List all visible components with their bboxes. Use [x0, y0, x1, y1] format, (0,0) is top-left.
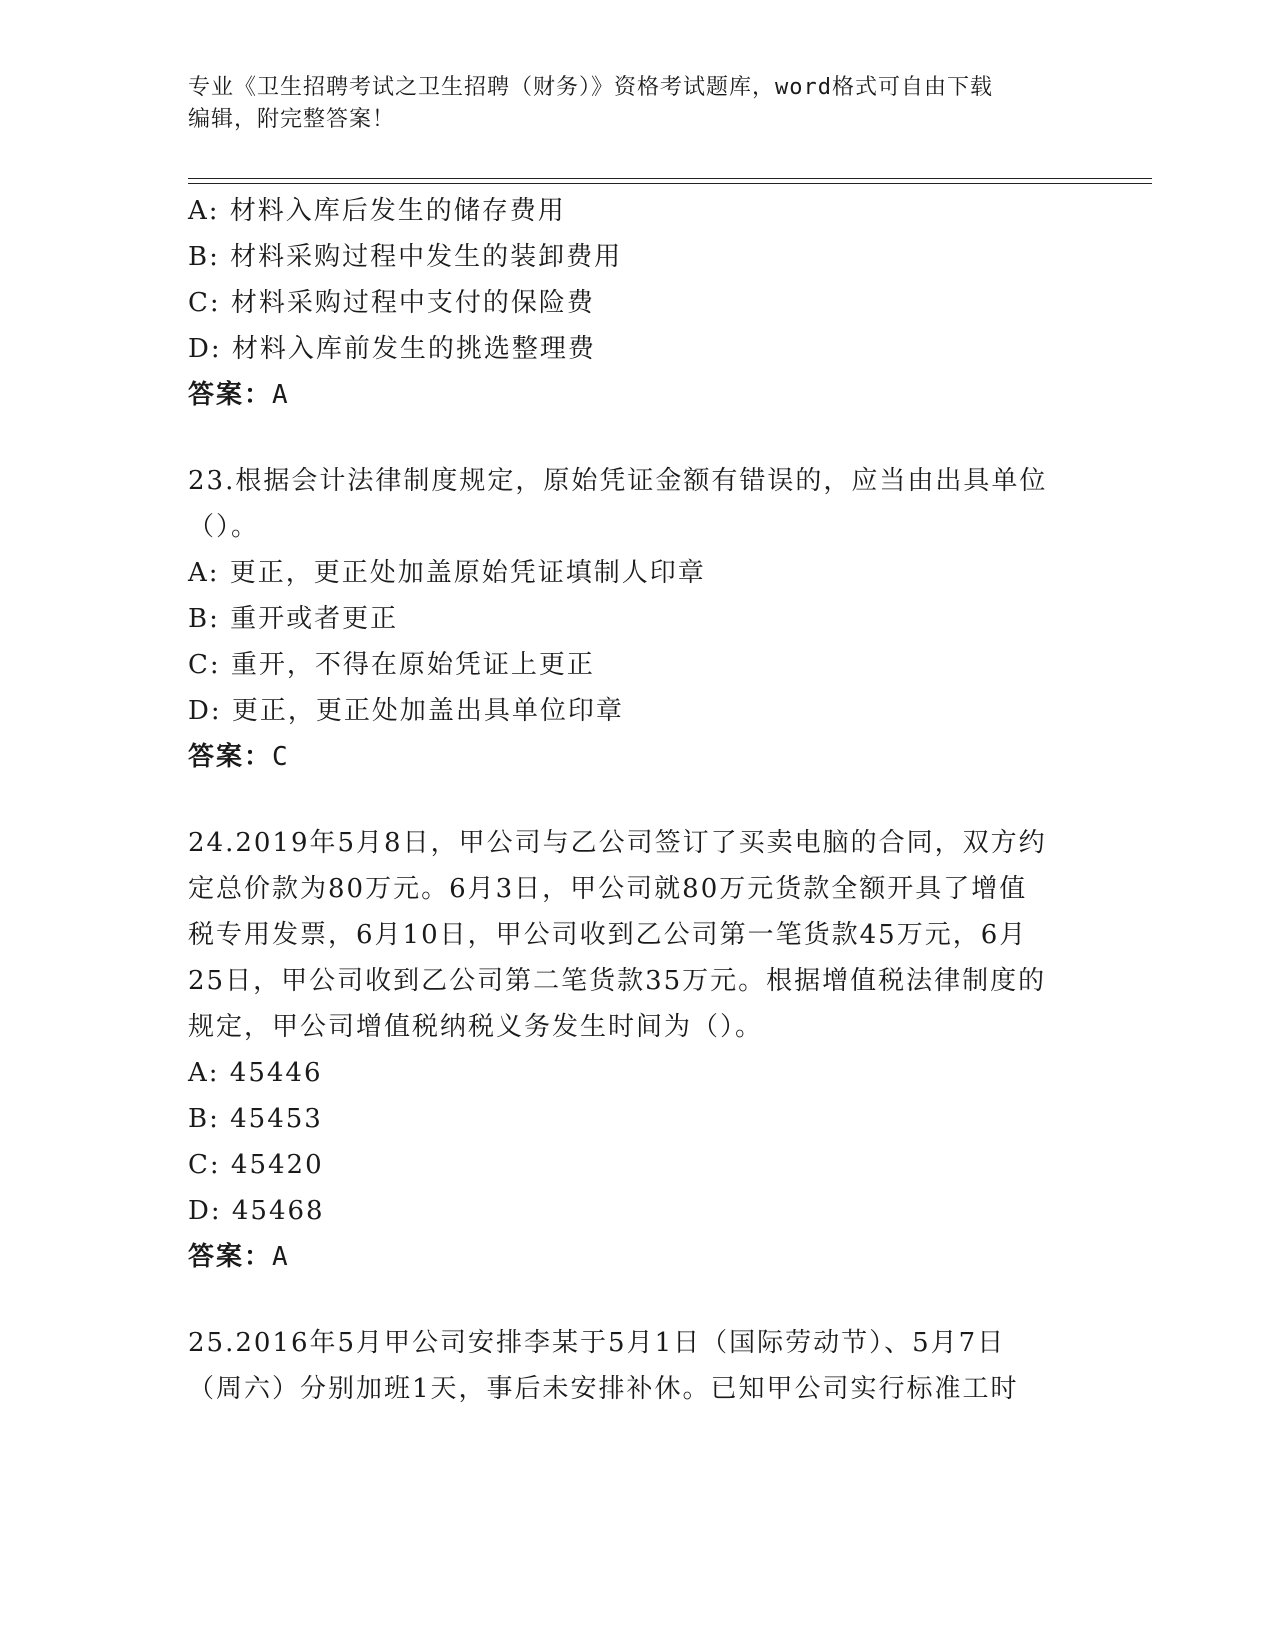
document-header: [188, 72, 1068, 136]
question-23: [188, 458, 1088, 780]
answer: [188, 372, 1088, 418]
option-c: C: 材料采购过程中支付的保险费: [188, 288, 595, 318]
answer: [188, 734, 1088, 780]
question-text-line: 24.2019年5月8日，甲公司与乙公司签订了买卖电脑的合同，双方约: [188, 828, 1047, 858]
answer-label: 答案：: [188, 742, 273, 772]
question-text-line: （）。: [188, 512, 260, 542]
header-divider-bottom: [188, 183, 1152, 184]
question-22: [188, 188, 1088, 418]
option-b: B: 材料采购过程中发生的装卸费用: [188, 242, 623, 272]
question-text-line: 规定，甲公司增值税纳税义务发生时间为（）。: [188, 1012, 764, 1042]
question-text-line: （周六）分别加班1天，事后未安排补休。已知甲公司实行标准工时: [188, 1374, 1019, 1404]
header-line-2: 编辑，附完整答案！: [188, 107, 396, 132]
question-text-line: 定总价款为80万元。6月3日，甲公司就80万元货款全额开具了增值: [188, 874, 1028, 904]
question-24: [188, 820, 1088, 1280]
question-list: [188, 188, 1088, 1412]
option-a: A: 45446: [188, 1058, 323, 1088]
answer: [188, 1234, 1088, 1280]
answer-value: A: [272, 380, 290, 410]
option-d: D: 45468: [188, 1196, 325, 1226]
answer-label: 答案：: [188, 380, 273, 410]
question-text-line: 税专用发票，6月10日，甲公司收到乙公司第一笔货款45万元，6月: [188, 920, 1028, 950]
answer-label: 答案：: [188, 1242, 273, 1272]
question-25: [188, 1320, 1088, 1412]
answer-value: A: [272, 1242, 290, 1272]
question-text-line: 25.2016年5月甲公司安排李某于5月1日（国际劳动节）、5月7日: [188, 1328, 1006, 1358]
option-a: A: 更正，更正处加盖原始凭证填制人印章: [188, 558, 706, 588]
option-b: B: 重开或者更正: [188, 604, 399, 634]
question-text-line: 25日，甲公司收到乙公司第二笔货款35万元。根据增值税法律制度的: [188, 966, 1047, 996]
option-a: A: 材料入库后发生的储存费用: [188, 196, 566, 226]
option-d: D: 材料入库前发生的挑选整理费: [188, 334, 596, 364]
option-d: D: 更正，更正处加盖出具单位印章: [188, 696, 624, 726]
header-divider-top: [188, 178, 1152, 179]
question-text-line: 23.根据会计法律制度规定，原始凭证金额有错误的，应当由出具单位: [188, 466, 1048, 496]
option-b: B: 45453: [188, 1104, 323, 1134]
option-c: C: 重开，不得在原始凭证上更正: [188, 650, 595, 680]
option-c: C: 45420: [188, 1150, 324, 1180]
header-line-1: 专业《卫生招聘考试之卫生招聘（财务）》资格考试题库，word格式可自由下载: [188, 75, 993, 100]
answer-value: C: [272, 742, 290, 772]
